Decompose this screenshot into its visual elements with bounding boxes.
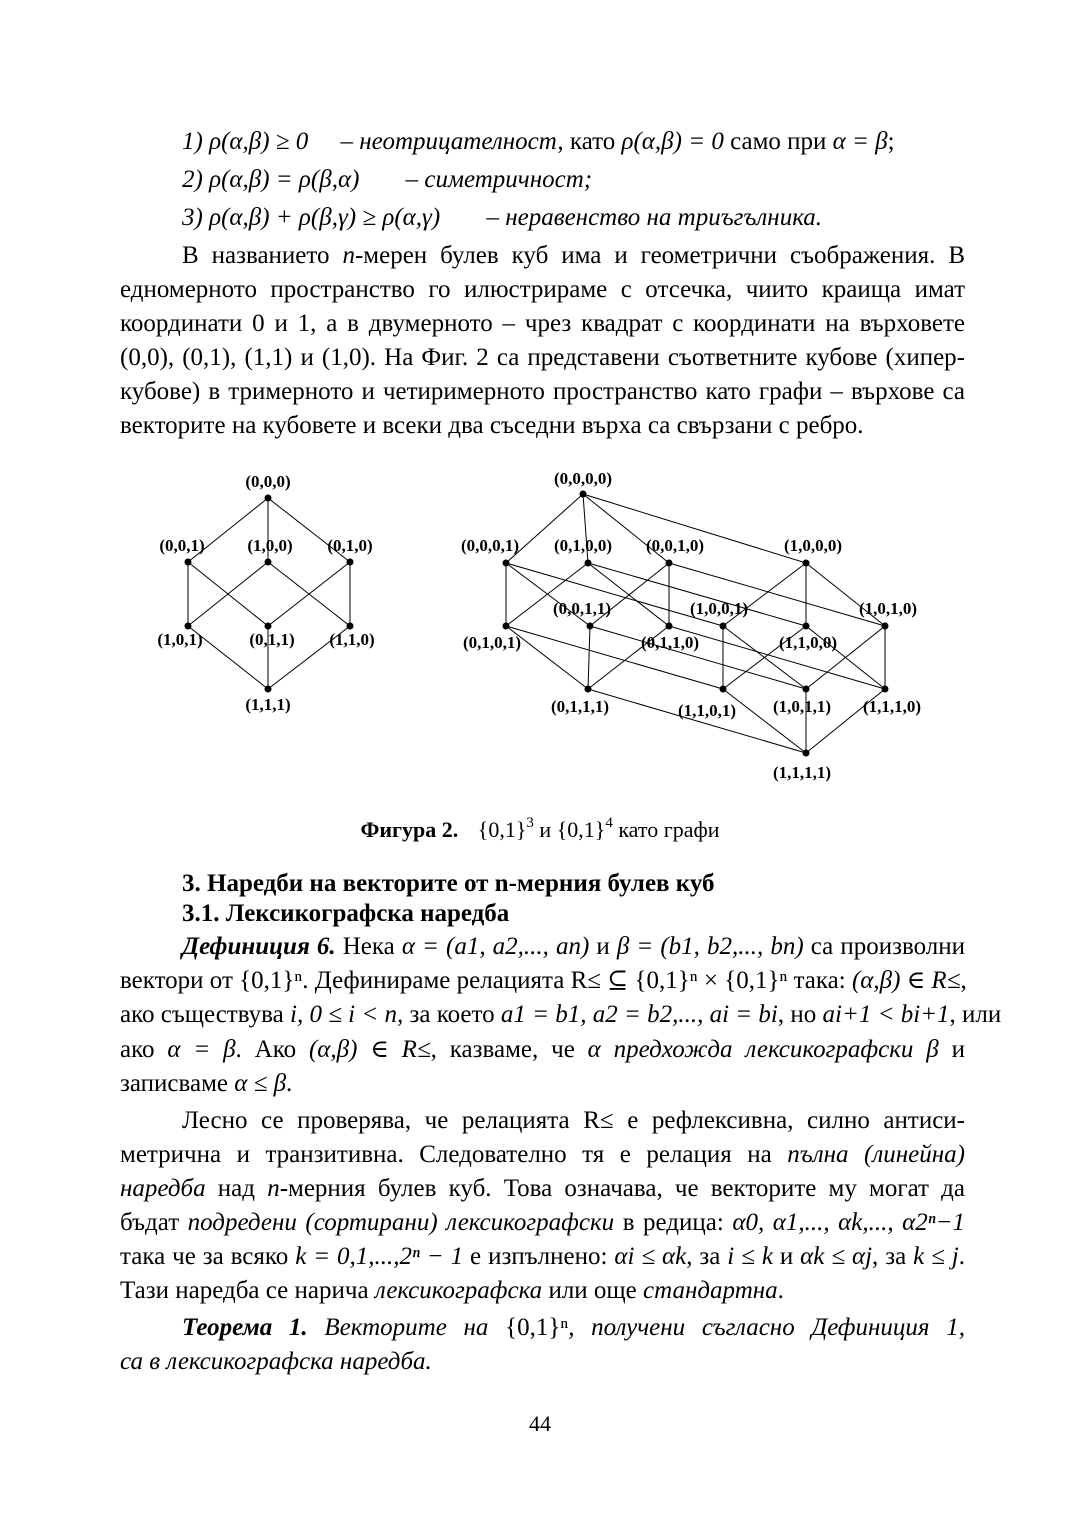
cube4-node: [587, 623, 594, 630]
para2-line-4: [120, 1207, 965, 1239]
def-l2-a: вектори от: [120, 967, 240, 994]
p2-l5-k: k = 0,1,...,2ⁿ − 1: [295, 1243, 464, 1270]
def-l1-a: Нека: [335, 933, 402, 960]
cube4-node: [666, 560, 673, 567]
cube3-node: [347, 559, 354, 566]
intro-line-2: едномерното пространство го илюстрираме с отсечка, чиито краища имат: [120, 276, 965, 303]
theorem-title: Теорема 1.: [182, 1314, 308, 1341]
caption-and: и: [533, 817, 557, 842]
definition-line-4: [120, 1034, 965, 1066]
cube4-label: (1,1,0,1): [677, 701, 737, 720]
cube4-label: (1,0,1,0): [858, 599, 918, 618]
cube3-node: [265, 623, 272, 630]
caption-exp-2: 4: [605, 815, 613, 831]
def-l4-d: предхожда лексикографски: [600, 1036, 927, 1063]
p2-l4-a: бъдат: [120, 1209, 188, 1236]
def-l3-c: , но: [777, 1001, 823, 1028]
theorem-l1-b: , получени съгласно Дефиниция 1,: [568, 1314, 966, 1341]
p2-l6-a: Тази наредба се нарича: [120, 1277, 375, 1304]
cube3-label: (1,1,0): [329, 630, 375, 649]
def-l4-b: . Ако: [235, 1036, 309, 1063]
def-l4-e: и: [938, 1036, 965, 1063]
cube4-node: [882, 686, 889, 693]
cube4-node: [585, 686, 592, 693]
cube4-label: (0,0,0,1): [460, 536, 520, 555]
cube3-label: (1,1,1): [245, 695, 291, 714]
cube4-node: [720, 623, 727, 630]
cube4-node: [803, 623, 810, 630]
caption-exp-1: 3: [526, 815, 534, 831]
p2-l3-it: наредба: [120, 1175, 206, 1202]
para2-line-1: [182, 1105, 965, 1137]
cube3-node: [347, 623, 354, 630]
cube4-node: [666, 623, 673, 630]
theorem-line-2: са в лексикографска наредба.: [120, 1348, 432, 1375]
def-l3-d: , или: [949, 1001, 1002, 1028]
def-l3-a: ако съществува: [120, 1001, 291, 1028]
cube3-node: [265, 686, 272, 693]
property-1-formula: 1) ρ(α,β) ≥ 0: [182, 128, 309, 155]
def-set: {0,1}ⁿ: [239, 967, 303, 994]
property-1-label: – неотрицателност,: [340, 128, 564, 155]
caption-set-2: {0,1}: [556, 817, 606, 842]
subsection-heading: 3.1. Лексикографска наредба: [182, 900, 510, 927]
definition-line-1: [182, 931, 965, 963]
p2-l6-it1: лексикографска: [374, 1277, 543, 1304]
definition-line-3: [120, 999, 1002, 1031]
def-l4-eq: α = β: [167, 1036, 236, 1063]
cube4-node: [803, 750, 810, 757]
cube4-label: (1,0,0,0): [783, 536, 843, 555]
cube3-label: (0,0,0): [245, 472, 291, 491]
def-l2-c: така:: [787, 967, 852, 994]
cube3-label: (0,1,0): [327, 536, 373, 555]
def-relation: R≤ ⊆ {0,1}ⁿ × {0,1}ⁿ: [570, 967, 788, 994]
cube4-label: (0,1,1,1): [550, 697, 610, 716]
p2-l5-d: и: [772, 1243, 801, 1270]
theorem-l1: Векторите на: [307, 1314, 506, 1341]
property-1-condition: ρ(α,β) = 0: [621, 128, 724, 155]
def-l4-c: , казваме, че: [430, 1036, 588, 1063]
def-l5-a: записваме: [120, 1070, 235, 1097]
cube4-label: (0,0,0,0): [553, 469, 613, 488]
definition-title: Дефиниция 6.: [182, 933, 336, 960]
definition-line-2: [120, 965, 965, 997]
cube4-label: (0,1,1,0): [640, 633, 700, 652]
cube4-node: [882, 623, 889, 630]
def-l1-b: са произволни: [803, 933, 965, 960]
p2-l1-rel: R≤: [583, 1107, 614, 1134]
cube4-node: [580, 491, 587, 498]
def-pair: (α,β) ∈ R≤: [851, 967, 961, 994]
caption-set-1: {0,1}: [477, 817, 527, 842]
def-l1-and: и: [589, 933, 617, 960]
para2-line-5: [120, 1241, 965, 1273]
intro-l1-a: В названието: [182, 242, 343, 269]
figure-caption: [0, 808, 1080, 845]
intro-line-6: векторите на кубовете и всеки два съседни върха са свързани с ребро.: [120, 412, 864, 439]
caption-rest: като графи: [612, 817, 720, 842]
p2-l2-it: пълна (линейна): [787, 1141, 965, 1168]
definition-line-5: [120, 1068, 292, 1100]
para2-line-3: [120, 1173, 965, 1205]
cube3-label: (1,0,1): [157, 630, 203, 649]
p2-l4-b: в редица:: [614, 1209, 733, 1236]
cube4-label: (1,1,1,1): [772, 763, 832, 782]
para2-line-6: [120, 1275, 784, 1307]
def-l5-rel: α ≤ β: [234, 1070, 287, 1097]
def-l4-a: ако: [120, 1036, 168, 1063]
p2-l6-b: или още: [542, 1277, 644, 1304]
intro-l1-n: n: [342, 242, 355, 269]
property-3-formula: 3) ρ(α,β) + ρ(β,γ) ≥ ρ(α,γ): [182, 204, 441, 231]
cube4-node: [720, 686, 727, 693]
p2-l4-it: подредени (сортирани) лексикографски: [187, 1209, 615, 1236]
cube4-label: (1,1,0,0): [778, 633, 838, 652]
cube4-label: (0,1,0,0): [553, 536, 613, 555]
cube4-label: (1,0,0,1): [689, 599, 749, 618]
intro-line-3: координати 0 и 1, а в двумерното – чрез квадрат с координати на върховете: [120, 310, 965, 337]
property-2-label: – симетричност;: [405, 166, 593, 193]
def-l4-alpha: α: [587, 1036, 601, 1063]
theorem-line-1: [182, 1312, 965, 1344]
cube4-node: [503, 623, 510, 630]
p2-l5-c2: i ≤ k: [727, 1243, 773, 1270]
property-1-text-a: като: [563, 128, 622, 155]
p2-l4-seq: α0, α1,..., αk,..., α2ⁿ−1: [732, 1209, 965, 1236]
cube4-label: (0,0,1,1): [552, 599, 612, 618]
def-l4-pair: (α,β) ∈ R≤: [308, 1036, 431, 1063]
def-beta-vector: β = (b1, b2,..., bn): [616, 933, 804, 960]
para2-line-2: [120, 1139, 965, 1171]
cube3-node: [265, 559, 272, 566]
theorem-set: {0,1}ⁿ: [505, 1314, 569, 1341]
cube4-node: [503, 560, 510, 567]
p2-l3-a: над: [205, 1175, 268, 1202]
def-l4-beta: β: [926, 1036, 939, 1063]
p2-l3-n: n: [267, 1175, 280, 1202]
def-l5-b: .: [286, 1070, 293, 1097]
cube4-node: [803, 560, 810, 567]
p2-l5-c1: αi ≤ αk: [614, 1243, 687, 1270]
intro-line-4: (0,0), (0,1), (1,1) и (1,0). На Фиг. 2 са представени съответните кубове (хипер-: [120, 344, 965, 371]
caption-label: Фигура 2.: [360, 817, 459, 842]
p2-l6-it2: стандартна: [643, 1277, 778, 1304]
page-number: 44: [529, 1411, 551, 1436]
property-1-text-b: само при: [723, 128, 833, 155]
cube3-node: [265, 495, 272, 502]
cube4-label: (0,1,0,1): [462, 633, 522, 652]
def-l3-cond: i, 0 ≤ i < n,: [290, 1001, 404, 1028]
intro-line-5: кубове) в тримерното и четиримерното пространство като графи – върхове са: [120, 378, 965, 405]
cube4-node: [803, 686, 810, 693]
cube4-label: (1,1,1,0): [862, 697, 922, 716]
p2-l5-f: .: [958, 1243, 965, 1270]
def-l3-eqs: a1 = b1, a2 = b2,..., ai = bi: [500, 1001, 778, 1028]
property-3-label: – неравенство на триъгълника.: [486, 204, 823, 231]
cube3-label: (1,0,0): [247, 536, 293, 555]
cube4-node: [585, 560, 592, 567]
p2-l5-b: е изпълнено:: [463, 1243, 615, 1270]
cube3-node: [185, 559, 192, 566]
section-heading: 3. Наредби на векторите от n-мерния булев куб: [182, 870, 715, 897]
cube3-nodes: [185, 495, 354, 693]
cube3-node: [185, 623, 192, 630]
p2-l5-c4: k ≤ j: [913, 1243, 959, 1270]
p2-l1-b: е рефлексивна, силно антиси-: [613, 1107, 965, 1134]
p2-l2-a: метрична и транзитивна. Следователно тя е релация на: [120, 1141, 788, 1168]
cube4-label: (0,0,1,0): [645, 536, 705, 555]
def-l3-b: за което: [403, 1001, 501, 1028]
cube3-edges: [188, 498, 350, 689]
property-1-eq: α = β: [832, 128, 888, 155]
def-l2-b: . Дефинираме релацията: [302, 967, 571, 994]
p2-l5-e: , за: [872, 1243, 914, 1270]
cube4-label: (1,0,1,1): [772, 697, 832, 716]
p2-l5-c3: αk ≤ αj: [800, 1243, 873, 1270]
property-1-end: ;: [887, 128, 895, 155]
def-l2-d: ,: [960, 967, 967, 994]
p2-l3-b: -мерния булев куб. Това означава, че векторите му могат да: [279, 1175, 965, 1202]
property-2-formula: 2) ρ(α,β) = ρ(β,α): [182, 166, 360, 193]
cube3-label: (0,0,1): [159, 536, 205, 555]
p2-l5-c: , за: [686, 1243, 728, 1270]
def-l3-ineq: ai+1 < bi+1: [822, 1001, 950, 1028]
p2-l1-a: Лесно се проверява, че релацията: [182, 1107, 584, 1134]
p2-l5-a: така че за всяко: [120, 1243, 296, 1270]
cube3-label: (0,1,1): [249, 630, 295, 649]
intro-l1-b: -мерен булев куб има и геометрични съображения. В: [354, 242, 965, 269]
p2-l6-c: .: [777, 1277, 784, 1304]
def-alpha-vector: α = (a1, a2,..., an): [401, 933, 590, 960]
